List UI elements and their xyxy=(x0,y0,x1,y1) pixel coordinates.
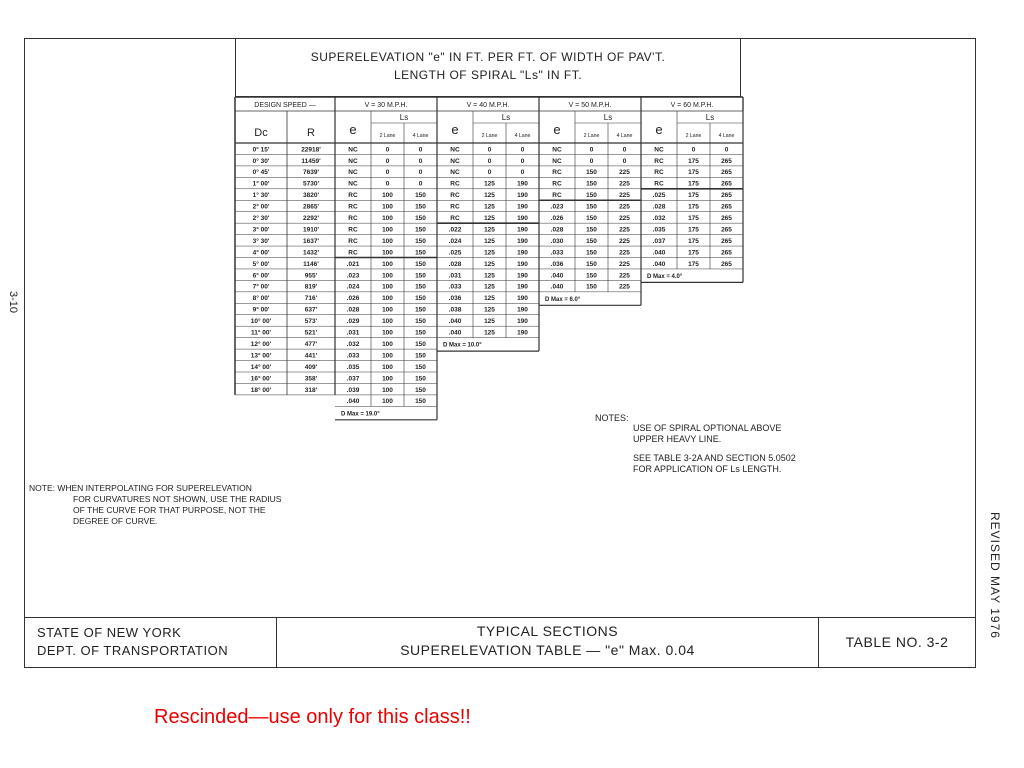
v30-cell: .021 xyxy=(346,260,360,268)
r-cell: 477' xyxy=(304,340,318,348)
v60-cell: 265 xyxy=(721,157,732,165)
v50-cell: 225 xyxy=(619,283,630,291)
v40-cell: 190 xyxy=(517,318,528,326)
r-cell: 5730' xyxy=(302,180,320,188)
v30-cell: 0 xyxy=(418,146,423,154)
v60-cell: 265 xyxy=(721,203,732,211)
v40-cell: 190 xyxy=(517,260,528,268)
r-cell: 1910' xyxy=(302,226,320,234)
agency-line1: STATE OF NEW YORK xyxy=(37,625,182,640)
r-cell: 22918' xyxy=(301,146,321,154)
v30-cell: .033 xyxy=(346,352,360,360)
v30-cell: 100 xyxy=(382,340,393,348)
table-title-line1: SUPERELEVATION "e" IN FT. PER FT. OF WIDTH OF PAV'T. xyxy=(310,50,666,64)
rescinded-banner: Rescinded—use only for this class!! xyxy=(154,706,471,728)
v50-cell: 225 xyxy=(619,169,630,177)
v30-cell: .037 xyxy=(346,375,360,383)
v50-cell: 150 xyxy=(586,180,597,188)
v50-cell: 0 xyxy=(589,146,594,154)
v30-cell: 0 xyxy=(418,157,423,165)
v50-cell: 225 xyxy=(619,215,630,222)
v30-cell: 150 xyxy=(415,237,426,245)
v40-cell: NC xyxy=(450,146,460,154)
v50-cell: .028 xyxy=(550,226,564,234)
v30-cell: RC xyxy=(348,237,358,245)
dc-cell: 1° 00' xyxy=(252,180,270,188)
r-cell: 2865' xyxy=(302,203,320,211)
dc-cell: 6° 00' xyxy=(252,272,270,280)
v30-cell: .028 xyxy=(346,306,360,314)
v40-cell: 190 xyxy=(517,283,528,291)
v40-cell: 190 xyxy=(517,295,528,303)
v40-cell: 190 xyxy=(517,237,528,245)
v40-cell: RC xyxy=(450,180,460,188)
v50-cell: .040 xyxy=(550,283,564,291)
v60-cell: 175 xyxy=(688,226,699,234)
v30-cell: 0 xyxy=(385,180,390,188)
v40-cell: 125 xyxy=(484,237,495,245)
dc-cell: 0° 15' xyxy=(252,146,270,154)
r-cell: 318' xyxy=(304,386,318,394)
r-cell: 637' xyxy=(304,306,318,314)
v40-cell: 190 xyxy=(517,272,528,280)
v50-cell: 225 xyxy=(619,180,630,188)
dc-cell: 0° 45' xyxy=(252,169,270,177)
col-2lane-header: 2 Lane xyxy=(583,133,600,139)
v50-cell: 225 xyxy=(619,272,630,280)
v40-cell: .031 xyxy=(448,272,462,280)
v60-cell: 175 xyxy=(688,157,699,165)
v30-cell: 100 xyxy=(382,203,393,211)
v50-cell: 225 xyxy=(619,237,630,245)
col-e-header: e xyxy=(655,122,663,137)
v30-cell: NC xyxy=(348,146,358,154)
v30-cell: 100 xyxy=(382,272,393,280)
v30-cell: .039 xyxy=(346,386,360,394)
dc-cell: 16° 00' xyxy=(250,375,272,383)
table-title-line2: LENGTH OF SPIRAL "Ls" IN FT. xyxy=(393,68,583,82)
notes-header: NOTES: xyxy=(595,413,629,423)
v60-cell: 175 xyxy=(688,237,699,245)
v40-cell: 125 xyxy=(484,249,495,257)
v30-cell: 100 xyxy=(382,363,393,371)
dmax-v50: D Max = 6.0° xyxy=(545,296,581,303)
r-cell: 573' xyxy=(304,318,318,326)
v60-cell: NC xyxy=(654,146,664,154)
v30-cell: 100 xyxy=(382,226,393,234)
r-cell: 2292' xyxy=(302,215,320,222)
v30-cell: 100 xyxy=(382,352,393,360)
v30-cell: 150 xyxy=(415,340,426,348)
v30-cell: 150 xyxy=(415,306,426,314)
v30-cell: .024 xyxy=(346,283,360,291)
dc-cell: 2° 00' xyxy=(252,203,270,211)
v40-cell: RC xyxy=(450,203,460,211)
v60-cell: 175 xyxy=(688,192,699,200)
dc-cell: 3° 30' xyxy=(252,237,270,245)
v50-cell: .023 xyxy=(550,203,564,211)
page-number: 3-10 xyxy=(7,290,20,314)
v60-cell: RC xyxy=(654,180,664,188)
r-cell: 3820' xyxy=(302,192,320,200)
v30-cell: 100 xyxy=(382,398,393,406)
v40-cell: 125 xyxy=(484,215,495,222)
v30-cell: 0 xyxy=(418,169,423,177)
note-spiral-optional: USE OF SPIRAL OPTIONAL ABOVE UPPER HEAVY LINE. xyxy=(633,423,782,444)
v30-cell: 100 xyxy=(382,192,393,200)
dc-cell: 5° 00' xyxy=(252,260,270,268)
col-2lane-header: 2 Lane xyxy=(379,133,396,139)
v40-cell: NC xyxy=(450,169,460,177)
v40-cell: 190 xyxy=(517,249,528,257)
col-4lane-header: 4 Lane xyxy=(514,133,531,139)
v40-cell: 0 xyxy=(487,169,492,177)
v30-cell: 100 xyxy=(382,375,393,383)
v60-cell: .040 xyxy=(652,249,666,257)
v40-cell: 190 xyxy=(517,192,528,200)
note-see-table: SEE TABLE 3-2A AND SECTION 5.0502 FOR APPLICATION OF Ls LENGTH. xyxy=(633,453,796,474)
v30-cell: .032 xyxy=(346,340,360,348)
col-e-header: e xyxy=(349,122,357,137)
r-cell: 716' xyxy=(304,295,318,303)
dc-cell: 1° 30' xyxy=(252,192,270,200)
v60-cell: 175 xyxy=(688,215,699,222)
v30-cell: 150 xyxy=(415,318,426,326)
dc-cell: 13° 00' xyxy=(250,352,272,360)
v60-cell: .040 xyxy=(652,260,666,268)
r-cell: 11459' xyxy=(301,157,321,165)
v30-cell: 150 xyxy=(415,398,426,406)
v40-cell: 125 xyxy=(484,192,495,200)
v50-cell: NC xyxy=(552,146,562,154)
v40-cell: .033 xyxy=(448,283,462,291)
v30-cell: 150 xyxy=(415,352,426,360)
v30-cell: 100 xyxy=(382,386,393,394)
interpolation-note-line3: OF THE CURVE FOR THAT PURPOSE, NOT THE xyxy=(73,505,266,515)
v60-cell: 175 xyxy=(688,260,699,268)
v60-cell: RC xyxy=(654,169,664,177)
v50-cell: 225 xyxy=(619,192,630,200)
v30-cell: 100 xyxy=(382,306,393,314)
col-r-header: R xyxy=(307,127,315,139)
v40-cell: .040 xyxy=(448,329,462,337)
v40-cell: .022 xyxy=(448,226,462,234)
v30-cell: .031 xyxy=(346,329,360,337)
speed-header-v30: V = 30 M.P.H. xyxy=(364,102,408,109)
v60-cell: 265 xyxy=(721,169,732,177)
v40-cell: .028 xyxy=(448,260,462,268)
v50-cell: .026 xyxy=(550,215,564,222)
v30-cell: .040 xyxy=(346,398,360,406)
title-block-footer xyxy=(25,617,975,667)
v30-cell: NC xyxy=(348,180,358,188)
v30-cell: 150 xyxy=(415,249,426,257)
v30-cell: .029 xyxy=(346,318,360,326)
dc-cell: 2° 30' xyxy=(252,215,270,222)
v50-cell: 150 xyxy=(586,169,597,177)
v40-cell: 190 xyxy=(517,226,528,234)
v50-cell: 150 xyxy=(586,249,597,257)
v30-cell: NC xyxy=(348,157,358,165)
v50-cell: NC xyxy=(552,157,562,165)
v60-cell: .037 xyxy=(652,237,666,245)
v40-cell: 190 xyxy=(517,329,528,337)
r-cell: 358' xyxy=(304,375,318,383)
v30-cell: 100 xyxy=(382,237,393,245)
v30-cell: 0 xyxy=(385,157,390,165)
v40-cell: 125 xyxy=(484,260,495,268)
v50-cell: 150 xyxy=(586,192,597,200)
col-2lane-header: 2 Lane xyxy=(685,133,702,139)
v50-cell: RC xyxy=(552,180,562,188)
agency-cell xyxy=(25,618,277,667)
v30-cell: 100 xyxy=(382,329,393,337)
v50-cell: .033 xyxy=(550,249,564,257)
v40-cell: 0 xyxy=(487,157,492,165)
v60-cell: 265 xyxy=(721,180,732,188)
v40-cell: 125 xyxy=(484,329,495,337)
v30-cell: 150 xyxy=(415,215,426,222)
v60-cell: .028 xyxy=(652,203,666,211)
col-4lane-header: 4 Lane xyxy=(616,133,633,139)
table-number: TABLE NO. 3-2 xyxy=(845,634,949,650)
v40-cell: .025 xyxy=(448,249,462,257)
v40-cell: 125 xyxy=(484,306,495,314)
v50-cell: .040 xyxy=(550,272,564,280)
dmax-v60: D Max = 4.0° xyxy=(647,273,683,280)
v60-cell: 265 xyxy=(721,192,732,200)
v30-cell: 100 xyxy=(382,283,393,291)
v30-cell: .035 xyxy=(346,363,360,371)
v40-cell: 125 xyxy=(484,180,495,188)
superelevation-table xyxy=(25,39,977,669)
v30-cell: 100 xyxy=(382,249,393,257)
drawing-title-cell xyxy=(277,618,819,667)
v50-cell: RC xyxy=(552,169,562,177)
v30-cell: 150 xyxy=(415,375,426,383)
v30-cell: 100 xyxy=(382,318,393,326)
r-cell: 955' xyxy=(304,272,318,280)
col-dc-header: Dc xyxy=(254,127,268,139)
v30-cell: 150 xyxy=(415,295,426,303)
r-cell: 1432' xyxy=(302,249,320,257)
v60-cell: RC xyxy=(654,157,664,165)
v30-cell: 0 xyxy=(385,146,390,154)
v50-cell: 0 xyxy=(622,157,627,165)
v30-cell: RC xyxy=(348,203,358,211)
v50-cell: 150 xyxy=(586,215,597,222)
v60-cell: 175 xyxy=(688,180,699,188)
v30-cell: 150 xyxy=(415,386,426,394)
v50-cell: 225 xyxy=(619,249,630,257)
col-e-header: e xyxy=(451,122,459,137)
design-speed-label: DESIGN SPEED — xyxy=(254,102,316,109)
dc-cell: 10° 00' xyxy=(250,318,272,326)
interpolation-note-line2: FOR CURVATURES NOT SHOWN, USE THE RADIUS xyxy=(73,494,282,504)
v50-cell: 225 xyxy=(619,260,630,268)
v30-cell: 0 xyxy=(418,180,423,188)
v50-cell: .036 xyxy=(550,260,564,268)
dc-cell: 7° 00' xyxy=(252,283,270,291)
v50-cell: 0 xyxy=(622,146,627,154)
v60-cell: 175 xyxy=(688,169,699,177)
v40-cell: .024 xyxy=(448,237,462,245)
v40-cell: 0 xyxy=(487,146,492,154)
v60-cell: 265 xyxy=(721,237,732,245)
dc-cell: 18° 00' xyxy=(250,386,272,394)
v60-cell: .032 xyxy=(652,215,666,222)
interpolation-note-line1: NOTE: WHEN INTERPOLATING FOR SUPERELEVATION xyxy=(29,483,252,493)
v40-cell: .038 xyxy=(448,306,462,314)
revised-date: REVISED MAY 1976 xyxy=(988,512,1002,639)
v50-cell: 150 xyxy=(586,226,597,234)
dc-cell: 0° 30' xyxy=(252,157,270,165)
v50-cell: 150 xyxy=(586,260,597,268)
v30-cell: NC xyxy=(348,169,358,177)
dmax-v40: D Max = 10.0° xyxy=(443,342,482,349)
col-ls-header: Ls xyxy=(399,113,409,122)
v60-cell: .025 xyxy=(652,192,666,200)
v60-cell: 265 xyxy=(721,249,732,257)
v40-cell: RC xyxy=(450,215,460,222)
v30-cell: 150 xyxy=(415,283,426,291)
interpolation-note-line4: DEGREE OF CURVE. xyxy=(73,516,158,526)
v40-cell: NC xyxy=(450,157,460,165)
v60-cell: 175 xyxy=(688,203,699,211)
col-ls-header: Ls xyxy=(705,113,715,122)
r-cell: 441' xyxy=(304,352,318,360)
v30-cell: 150 xyxy=(415,203,426,211)
dc-cell: 8° 00' xyxy=(252,295,270,303)
v30-cell: 100 xyxy=(382,295,393,303)
dc-cell: 11° 00' xyxy=(250,329,272,337)
v30-cell: 100 xyxy=(382,215,393,222)
r-cell: 1146' xyxy=(303,260,319,268)
v30-cell: RC xyxy=(348,192,358,200)
v40-cell: 0 xyxy=(520,146,525,154)
r-cell: 7639' xyxy=(302,169,320,177)
dc-cell: 3° 00' xyxy=(252,226,270,234)
v60-cell: 0 xyxy=(691,146,696,154)
drawing-title-line1: TYPICAL SECTIONS xyxy=(476,623,619,639)
dc-cell: 12° 00' xyxy=(250,340,272,348)
r-cell: 409' xyxy=(304,363,318,371)
v60-cell: 265 xyxy=(721,226,732,234)
dmax-v30: D Max = 19.0° xyxy=(341,411,380,418)
interpolation-note xyxy=(29,483,359,527)
v40-cell: 125 xyxy=(484,295,495,303)
col-4lane-header: 4 Lane xyxy=(718,133,735,139)
v30-cell: RC xyxy=(348,215,358,222)
v40-cell: 190 xyxy=(517,203,528,211)
v40-cell: 125 xyxy=(484,283,495,291)
dc-cell: 4° 00' xyxy=(252,249,270,257)
v60-cell: 175 xyxy=(688,249,699,257)
v40-cell: RC xyxy=(450,192,460,200)
v60-cell: 265 xyxy=(721,260,732,268)
speed-header-v40: V = 40 M.P.H. xyxy=(466,102,510,109)
v40-cell: 125 xyxy=(484,203,495,211)
v40-cell: 190 xyxy=(517,180,528,188)
v30-cell: 150 xyxy=(415,192,426,200)
v30-cell: .026 xyxy=(346,295,360,303)
v40-cell: .040 xyxy=(448,318,462,326)
v40-cell: 190 xyxy=(517,306,528,314)
v30-cell: 150 xyxy=(415,226,426,234)
v30-cell: 150 xyxy=(415,272,426,280)
v30-cell: 150 xyxy=(415,329,426,337)
v50-cell: .030 xyxy=(550,237,564,245)
v30-cell: RC xyxy=(348,226,358,234)
v40-cell: 190 xyxy=(517,215,528,222)
v40-cell: 125 xyxy=(484,272,495,280)
col-4lane-header: 4 Lane xyxy=(412,133,429,139)
drawing-title-line2: SUPERELEVATION TABLE — "e" Max. 0.04 xyxy=(400,642,695,658)
dc-cell: 9° 00' xyxy=(252,306,270,314)
col-e-header: e xyxy=(553,122,561,137)
dc-cell: 14° 00' xyxy=(250,363,272,371)
v50-cell: RC xyxy=(552,192,562,200)
document-sheet xyxy=(24,38,976,668)
v30-cell: 0 xyxy=(385,169,390,177)
v40-cell: 0 xyxy=(520,169,525,177)
v30-cell: .023 xyxy=(346,272,360,280)
v60-cell: 265 xyxy=(721,215,732,222)
v40-cell: .036 xyxy=(448,295,462,303)
v40-cell: 125 xyxy=(484,318,495,326)
r-cell: 819' xyxy=(304,283,318,291)
v60-cell: 0 xyxy=(724,146,729,154)
v60-cell: .035 xyxy=(652,226,666,234)
col-ls-header: Ls xyxy=(603,113,613,122)
v40-cell: 125 xyxy=(484,226,495,234)
v50-cell: 0 xyxy=(589,157,594,165)
v30-cell: RC xyxy=(348,249,358,257)
v50-cell: 225 xyxy=(619,203,630,211)
speed-header-v50: V = 50 M.P.H. xyxy=(568,102,612,109)
r-cell: 1637' xyxy=(302,237,320,245)
v50-cell: 150 xyxy=(586,237,597,245)
v40-cell: 0 xyxy=(520,157,525,165)
v50-cell: 150 xyxy=(586,272,597,280)
v30-cell: 150 xyxy=(415,363,426,371)
v30-cell: 150 xyxy=(415,260,426,268)
v30-cell: 100 xyxy=(382,260,393,268)
v50-cell: 225 xyxy=(619,226,630,234)
r-cell: 521' xyxy=(304,329,318,337)
col-2lane-header: 2 Lane xyxy=(481,133,498,139)
v50-cell: 150 xyxy=(586,203,597,211)
v50-cell: 150 xyxy=(586,283,597,291)
speed-header-v60: V = 60 M.P.H. xyxy=(670,102,714,109)
col-ls-header: Ls xyxy=(501,113,511,122)
agency-line2: DEPT. OF TRANSPORTATION xyxy=(37,643,229,658)
